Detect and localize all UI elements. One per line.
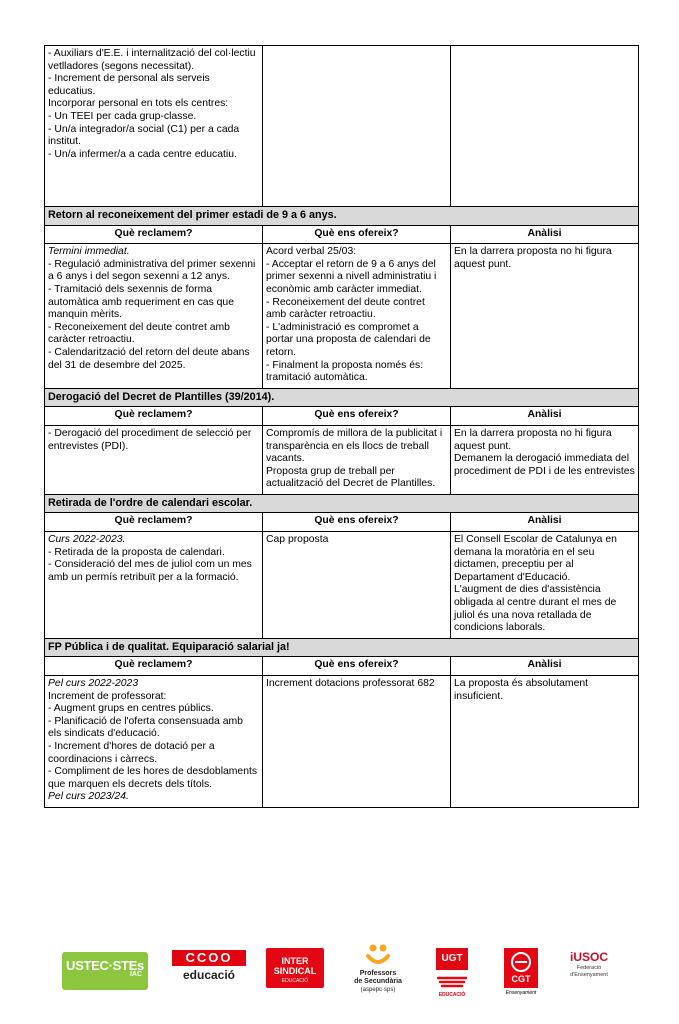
text-line: - Compliment de les hores de desdoblaments que marquen els decrets dels títols. [48, 766, 258, 790]
text-line: Compromís de millora de la publicitat i transparència en els llocs de treball vacants. [266, 427, 443, 465]
logo-text: INTER [281, 956, 309, 966]
header-reclamem: Què reclamem? [45, 513, 263, 532]
cgt-logo [504, 948, 538, 1004]
header-analisi: Anàlisi [451, 657, 639, 676]
logo-text: SINDICAL [273, 966, 317, 976]
text-line: - Retirada de la proposta de calendari. [48, 546, 225, 558]
text-line: Incorporar personal en tots els centres: [48, 98, 229, 110]
text-line: - Consideració del mes de juliol com un mes amb un permís retribuït per a la formació. [48, 559, 252, 583]
ustec-logo [62, 952, 148, 990]
ugt-logo [436, 948, 468, 1002]
text-line: L'augment de dies d'assistència obligada al centre durant el mes de juliol és una nova retallada de condicions laborals. [454, 584, 617, 634]
table-row [45, 532, 639, 639]
header-ofereix: Què ens ofereix? [263, 513, 451, 532]
cell-reclamem [45, 46, 263, 207]
text-line: - Un/a integrador/a social (C1) per a cada institut. [48, 123, 240, 148]
header-reclamem: Què reclamem? [45, 407, 263, 426]
cell-ofereix [263, 46, 451, 207]
cgt-box [504, 948, 538, 988]
text-line: - Reconeixement del deute contret amb caràcter retroactiu. [266, 296, 425, 321]
cell-reclamem [45, 532, 263, 639]
text-line: Curs 2022-2023. [48, 534, 126, 546]
logo-sub: educació [182, 968, 236, 982]
text-line: - Calendarització del retorn del deute abans del 31 de desembre del 2025. [48, 346, 250, 371]
text-line: Increment dotacions professorat 682 [266, 678, 435, 689]
cell-analisi [451, 676, 639, 808]
header-ofereix: Què ens ofereix? [263, 407, 451, 426]
cell-ofereix [263, 532, 451, 639]
cell-analisi [451, 532, 639, 639]
text-line: Increment de professorat: [48, 690, 167, 702]
section-row [45, 388, 639, 407]
text-line: - Increment d'hores de dotació per a coordinacions i càrrecs. [48, 740, 215, 765]
cell-analisi [451, 46, 639, 207]
text-line: - Regulació administrativa del primer sexenni a 6 anys i del segon sexenni a 12 anys. [48, 258, 256, 283]
text-line: Proposta grup de treball per actualització del Decret de Plantilles. [266, 465, 436, 490]
header-reclamem: Què reclamem? [45, 225, 263, 244]
header-analisi: Anàlisi [451, 513, 639, 532]
text-line: - Planificació de l'oferta consensuada amb els sindicats d'educació. [48, 715, 243, 740]
text-line: Pel curs 2022-2023 [48, 678, 139, 689]
professors-mark-icon [365, 942, 391, 968]
table-row [45, 244, 639, 389]
header-row [45, 657, 639, 676]
cell-analisi [451, 244, 639, 389]
text-line: - Un/a infermer/a a cada centre educatiu. [48, 148, 237, 160]
section-title: Retirada de l'ordre de calendari escolar. [45, 494, 639, 513]
logo-sub: Federació [576, 965, 602, 971]
section-title: Derogació del Decret de Plantilles (39/2014). [45, 388, 639, 407]
professors-secundaria-logo [342, 942, 414, 1008]
logo-sub: Ensenyament [505, 990, 537, 996]
table-row [45, 676, 639, 808]
logo-text: Professors [359, 970, 397, 977]
logo-text: UGT [436, 948, 468, 970]
cell-reclamem [45, 244, 263, 389]
logo-sub: EDUCACIÓ [438, 992, 466, 998]
logo-text: iUSOC [569, 950, 608, 964]
header-analisi: Anàlisi [451, 407, 639, 426]
cell-ofereix [263, 244, 451, 389]
text-line: - Augment grups en centres públics. [48, 703, 214, 715]
ugt-hands-icon [436, 972, 468, 992]
logo-sub: EDUCACIÓ [281, 978, 309, 984]
text-line: - Tramitació dels sexennis de forma automàtica amb requeriment en cas que manquin mèrits. [48, 283, 234, 321]
header-row [45, 225, 639, 244]
text-line: La proposta és absolutament insuficient. [454, 678, 589, 702]
cell-ofereix [263, 425, 451, 494]
logo-text: USTEC·STEs [66, 958, 144, 973]
text-line: En la darrera proposta no hi figura aquest punt. [454, 246, 612, 270]
header-row [45, 513, 639, 532]
header-ofereix: Què ens ofereix? [263, 225, 451, 244]
section-row [45, 638, 639, 657]
header-ofereix: Què ens ofereix? [263, 657, 451, 676]
comparison-table [44, 45, 639, 808]
logo-text: CGT [511, 974, 531, 984]
text-line: - Un TEEI per cada grup-classe. [48, 110, 197, 122]
iusc-logo [558, 950, 620, 994]
section-row [45, 494, 639, 513]
text-line: El Consell Escolar de Catalunya en demana la moratòria en el seu dictamen, preceptiu per al Departament d'Educació. [454, 534, 617, 583]
text-line: - Acceptar el retorn de 9 a 6 anys del primer sexenni a nivell administratiu i econòmic amb caràcter immediat. [266, 258, 437, 295]
logo-sub: (aspepc·sps) [360, 987, 396, 993]
union-logos [44, 942, 638, 1012]
section-row [45, 207, 639, 226]
text-line: - Increment de personal als serveis educatius. [48, 73, 210, 97]
logo-sub: IAC [129, 971, 142, 978]
text-line: Demanem la derogació immediata del procediment de PDI i de les entrevistes [454, 453, 635, 477]
logo-sub: d'Ensenyament [570, 972, 608, 978]
section-title: Retorn al reconeixement del primer estadi de 9 a 6 anys. [45, 207, 639, 226]
header-reclamem: Què reclamem? [45, 657, 263, 676]
header-row [45, 407, 639, 426]
table-row [45, 46, 639, 207]
text-line: - Auxiliars d'E.E. i internalització del col·lectiu vetlladores (segons necessitat). [48, 48, 256, 72]
table-row [45, 425, 639, 494]
cell-analisi [451, 425, 639, 494]
intersindical-logo [266, 948, 324, 988]
header-analisi: Anàlisi [451, 225, 639, 244]
cell-reclamem [45, 676, 263, 808]
text-line: - Finalment la proposta només és: tramitació automàtica. [266, 359, 424, 384]
text-line: - L'administració es compromet a portar una proposta de calendari de retorn. [266, 321, 431, 358]
ccoo-logo [172, 950, 246, 994]
text-line: Acord verbal 25/03: [266, 246, 357, 258]
cgt-symbol-icon [504, 948, 538, 974]
logo-text: CCOO [172, 950, 246, 966]
text-line: En la darrera proposta no hi figura aquest punt. [454, 427, 612, 452]
cell-reclamem [45, 425, 263, 494]
text-line: - Derogació del procediment de selecció per entrevistes (PDI). [48, 427, 252, 452]
logo-text: de Secundària [354, 978, 402, 985]
text-line: Cap proposta [266, 534, 329, 546]
text-line: - Reconeixement del deute contret amb caràcter retroactiu. [48, 321, 230, 346]
cell-ofereix [263, 676, 451, 808]
text-line: Termini immediat. [48, 246, 130, 258]
text-line: Pel curs 2023/24. [48, 791, 129, 803]
section-title: FP Pública i de qualitat. Equiparació salarial ja! [45, 638, 639, 657]
